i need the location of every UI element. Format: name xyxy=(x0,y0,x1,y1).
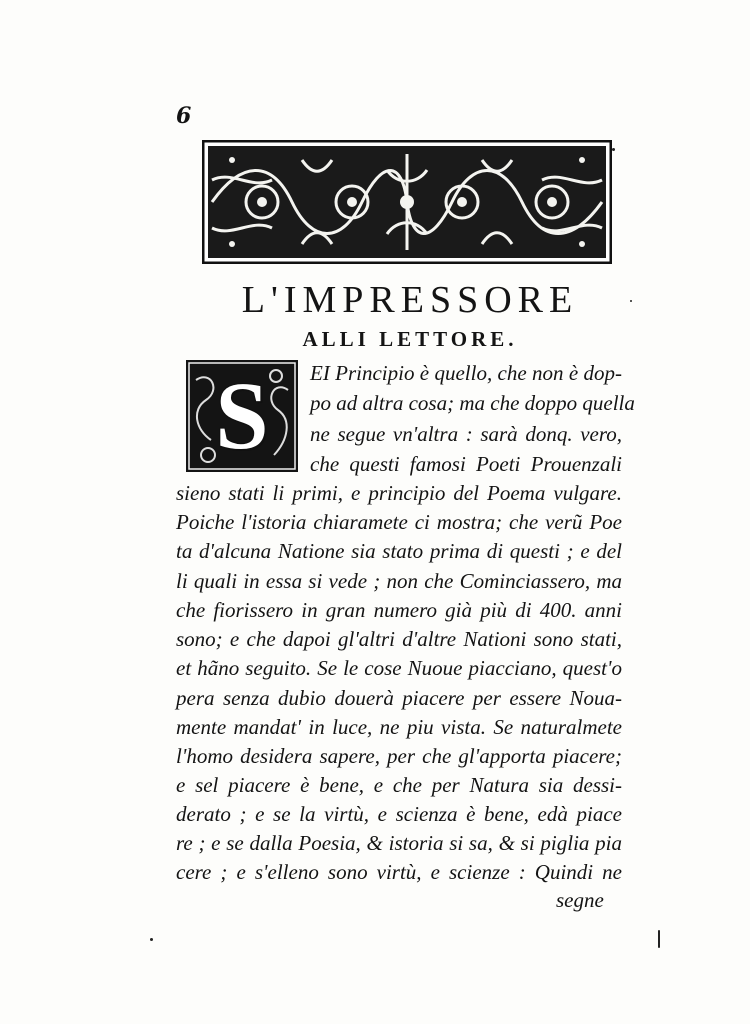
body-line: pera senza dubio douerà piacere per essere Noua- xyxy=(176,686,622,710)
drop-cap-letter: S xyxy=(215,362,269,469)
body-line: po ad altra cosa; ma che doppo quella xyxy=(310,391,635,415)
decorated-initial xyxy=(186,360,298,472)
ornamental-headpiece xyxy=(202,140,612,264)
body-line: che fiorissero in gran numero già più di 400. anni xyxy=(176,598,622,622)
heading-subtitle: ALLI LETTORE. xyxy=(302,327,518,351)
body-line: sieno stati li primi, e principio del Poema vulgare. xyxy=(176,481,622,505)
body-line: li quali in essa si vede ; non che Cominciassero, ma xyxy=(176,569,622,593)
body-line: che questi famosi Poeti Prouenzali xyxy=(310,452,622,476)
body-line: ne segue vn'altra : sarà donq. vero, xyxy=(310,422,622,446)
body-line: cere ; e s'elleno sono virtù, e scienze : Quindi ne xyxy=(176,860,622,884)
body-line: sono; e che dapoi gl'altri d'altre Nationi sono stati, xyxy=(176,627,622,651)
body-line: ta d'alcuna Natione sia stato prima di questi ; e del xyxy=(176,539,622,563)
body-line: e sel piacere è bene, e che per Natura sia dessi- xyxy=(176,773,622,797)
body-line: re ; e se dalla Poesia, & istoria si sa, & si piglia pia xyxy=(176,831,622,855)
heading-title: L'IMPRESSORE xyxy=(241,279,579,321)
body-line: l'homo desidera sapere, per che gl'apporta piacere; xyxy=(176,744,622,768)
ink-speck xyxy=(612,148,615,151)
ink-speck xyxy=(658,930,660,948)
body-line: derato ; e se la virtù, e scienza è bene, edà piace xyxy=(176,802,622,826)
page-number: 6 xyxy=(176,103,192,129)
ink-speck xyxy=(150,938,153,941)
body-line: Poiche l'istoria chiaramete ci mostra; che verũ Poe xyxy=(176,510,622,534)
ink-speck xyxy=(630,300,632,302)
catchword: segne xyxy=(556,888,604,912)
body-line: et hãno seguito. Se le cose Nuoue piacciano, quest'o xyxy=(176,656,622,680)
body-line: mente mandat' in luce, ne piu vista. Se naturalmete xyxy=(176,715,622,739)
body-line: EI Principio è quello, che non è dop- xyxy=(310,361,622,385)
